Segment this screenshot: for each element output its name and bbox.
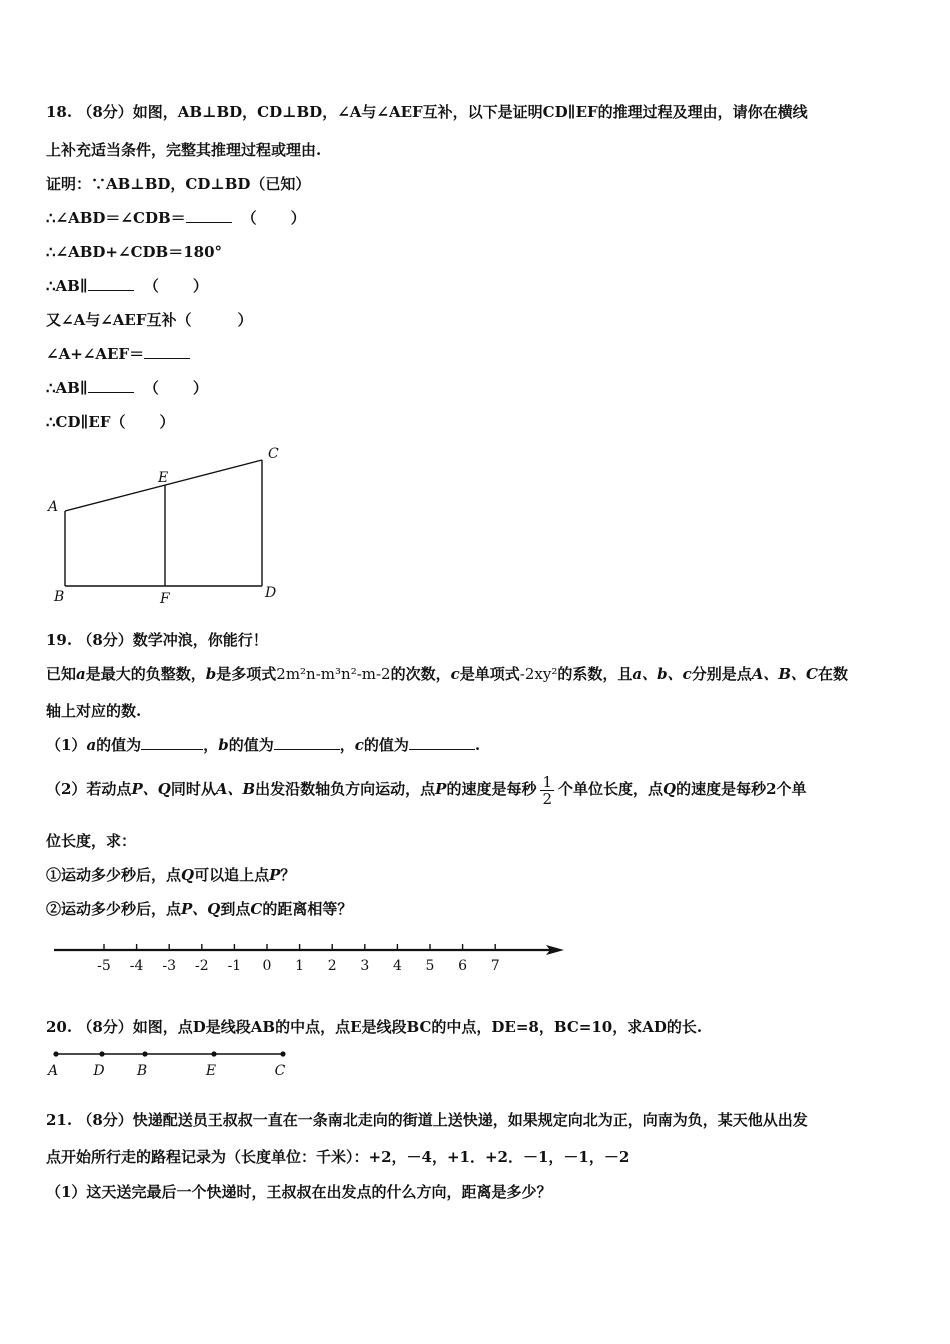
number-line-tick-label: -2 — [194, 958, 209, 974]
q18-proof-6: ∠A+∠AEF＝ — [46, 344, 190, 364]
label-e: E — [205, 1063, 217, 1079]
label-f: F — [160, 591, 170, 607]
label-a: A — [47, 1063, 59, 1079]
q20-text: 20. （8分）如图，点D是线段AB的中点，点E是线段BC的中点，DE=8，BC=10，求AD的长. — [46, 1018, 703, 1036]
point-e — [211, 1051, 216, 1056]
q19-sub2: ②运动多少秒后，点P、Q到点C的距离相等？ — [46, 900, 353, 918]
q20-segment-figure — [46, 1045, 306, 1081]
label-c: C — [274, 1063, 286, 1079]
label-c: C — [268, 446, 279, 462]
number-line-tick-label: -3 — [162, 958, 177, 974]
q21-part1: （1）这天送完最后一个快递时，王叔叔在出发点的什么方向，距离是多少？ — [46, 1183, 552, 1201]
number-line-tick-label: 6 — [458, 958, 468, 974]
number-line-tick-label: 0 — [262, 958, 272, 974]
q18-line1: 18. （8分）如图，AB⊥BD，CD⊥BD，∠A与∠AEF互补，以下是证明CD∥EF的推理过程及理由，请你在横线 — [46, 103, 808, 121]
number-line-tick-label: 4 — [392, 958, 402, 974]
q19-intro-line2: 轴上对应的数. — [46, 702, 142, 720]
number-line-tick-label: -5 — [97, 958, 111, 974]
point-c — [280, 1051, 285, 1056]
q19-part2: （2）若动点P、Q同时从A、B出发沿数轴负方向运动，点P的速度是每秒 $\frac{1}{2}$ 个单位长度，点Q的速度是每秒2个单 — [46, 772, 807, 808]
label-b: B — [136, 1063, 148, 1079]
q18-proof-8: ∴CD∥EF（ ） — [46, 413, 175, 431]
label-d: D — [265, 585, 277, 601]
label-d: D — [93, 1063, 105, 1079]
q18-proof-1: 证明：∵AB⊥BD，CD⊥BD（已知） — [46, 175, 311, 193]
q18-figure — [40, 440, 300, 610]
answer-blank[interactable] — [141, 735, 203, 750]
label-b: B — [54, 589, 65, 605]
answer-blank[interactable] — [88, 276, 134, 291]
q18-proof-4: ∴AB∥ （ ） — [46, 277, 208, 295]
q19-number-line — [50, 935, 570, 977]
number-line-tick-label: 5 — [425, 958, 435, 974]
q19-sub1: ①运动多少秒后，点Q可以追上点P？ — [46, 866, 296, 884]
answer-blank[interactable] — [274, 735, 340, 750]
q19-intro: 已知a是最大的负整数，b是多项式2m²n-m³n²-m-2的次数，c是单项式-2xy²的系数，且a、b、c分别是点A、B、C在数 — [46, 665, 848, 683]
number-line-tick-label: 2 — [327, 958, 337, 974]
label-e: E — [158, 470, 169, 486]
point-a — [53, 1051, 58, 1056]
answer-blank[interactable] — [186, 208, 232, 223]
q18-line2: 上补充适当条件，完整其推理过程或理由. — [46, 141, 322, 159]
fraction-one-half: $\frac{1}{2}$ — [542, 772, 553, 808]
label-a: A — [48, 499, 59, 515]
number-line-tick-label: 7 — [490, 958, 500, 974]
number-line-tick-label: -4 — [129, 958, 144, 974]
number-line-tick-label: 1 — [295, 958, 305, 974]
q18-proof-5: 又∠A与∠AEF互补（ ） — [46, 311, 253, 329]
q21-line1: 21. （8分）快递配送员王叔叔一直在一条南北走向的街道上送快递，如果规定向北为正，向南为负，某天他从出发 — [46, 1111, 808, 1129]
point-d — [99, 1051, 104, 1056]
q18-proof-7: ∴AB∥ （ ） — [46, 379, 208, 397]
answer-blank[interactable] — [144, 344, 190, 359]
point-b — [142, 1051, 147, 1056]
q19-part1: （1）a的值为 ，b的值为 ，c的值为 . — [46, 736, 481, 754]
q18-proof-2: ∴∠ABD＝∠CDB＝ （ ） — [46, 209, 306, 227]
number-line-tick-label: -1 — [227, 958, 242, 974]
q19-head: 19. （8分）数学冲浪，你能行！ — [46, 631, 268, 649]
answer-blank[interactable] — [88, 378, 134, 393]
q18-proof-3: ∴∠ABD+∠CDB＝180° — [46, 243, 223, 261]
answer-blank[interactable] — [409, 735, 475, 750]
q19-part2-line2: 位长度，求： — [46, 832, 137, 850]
number-line-tick-label: 3 — [360, 958, 370, 974]
q21-line2: 点开始所行走的路程记录为（长度单位：千米）：+2，－4，+1．+2．－1，－1，－2 — [46, 1148, 630, 1166]
